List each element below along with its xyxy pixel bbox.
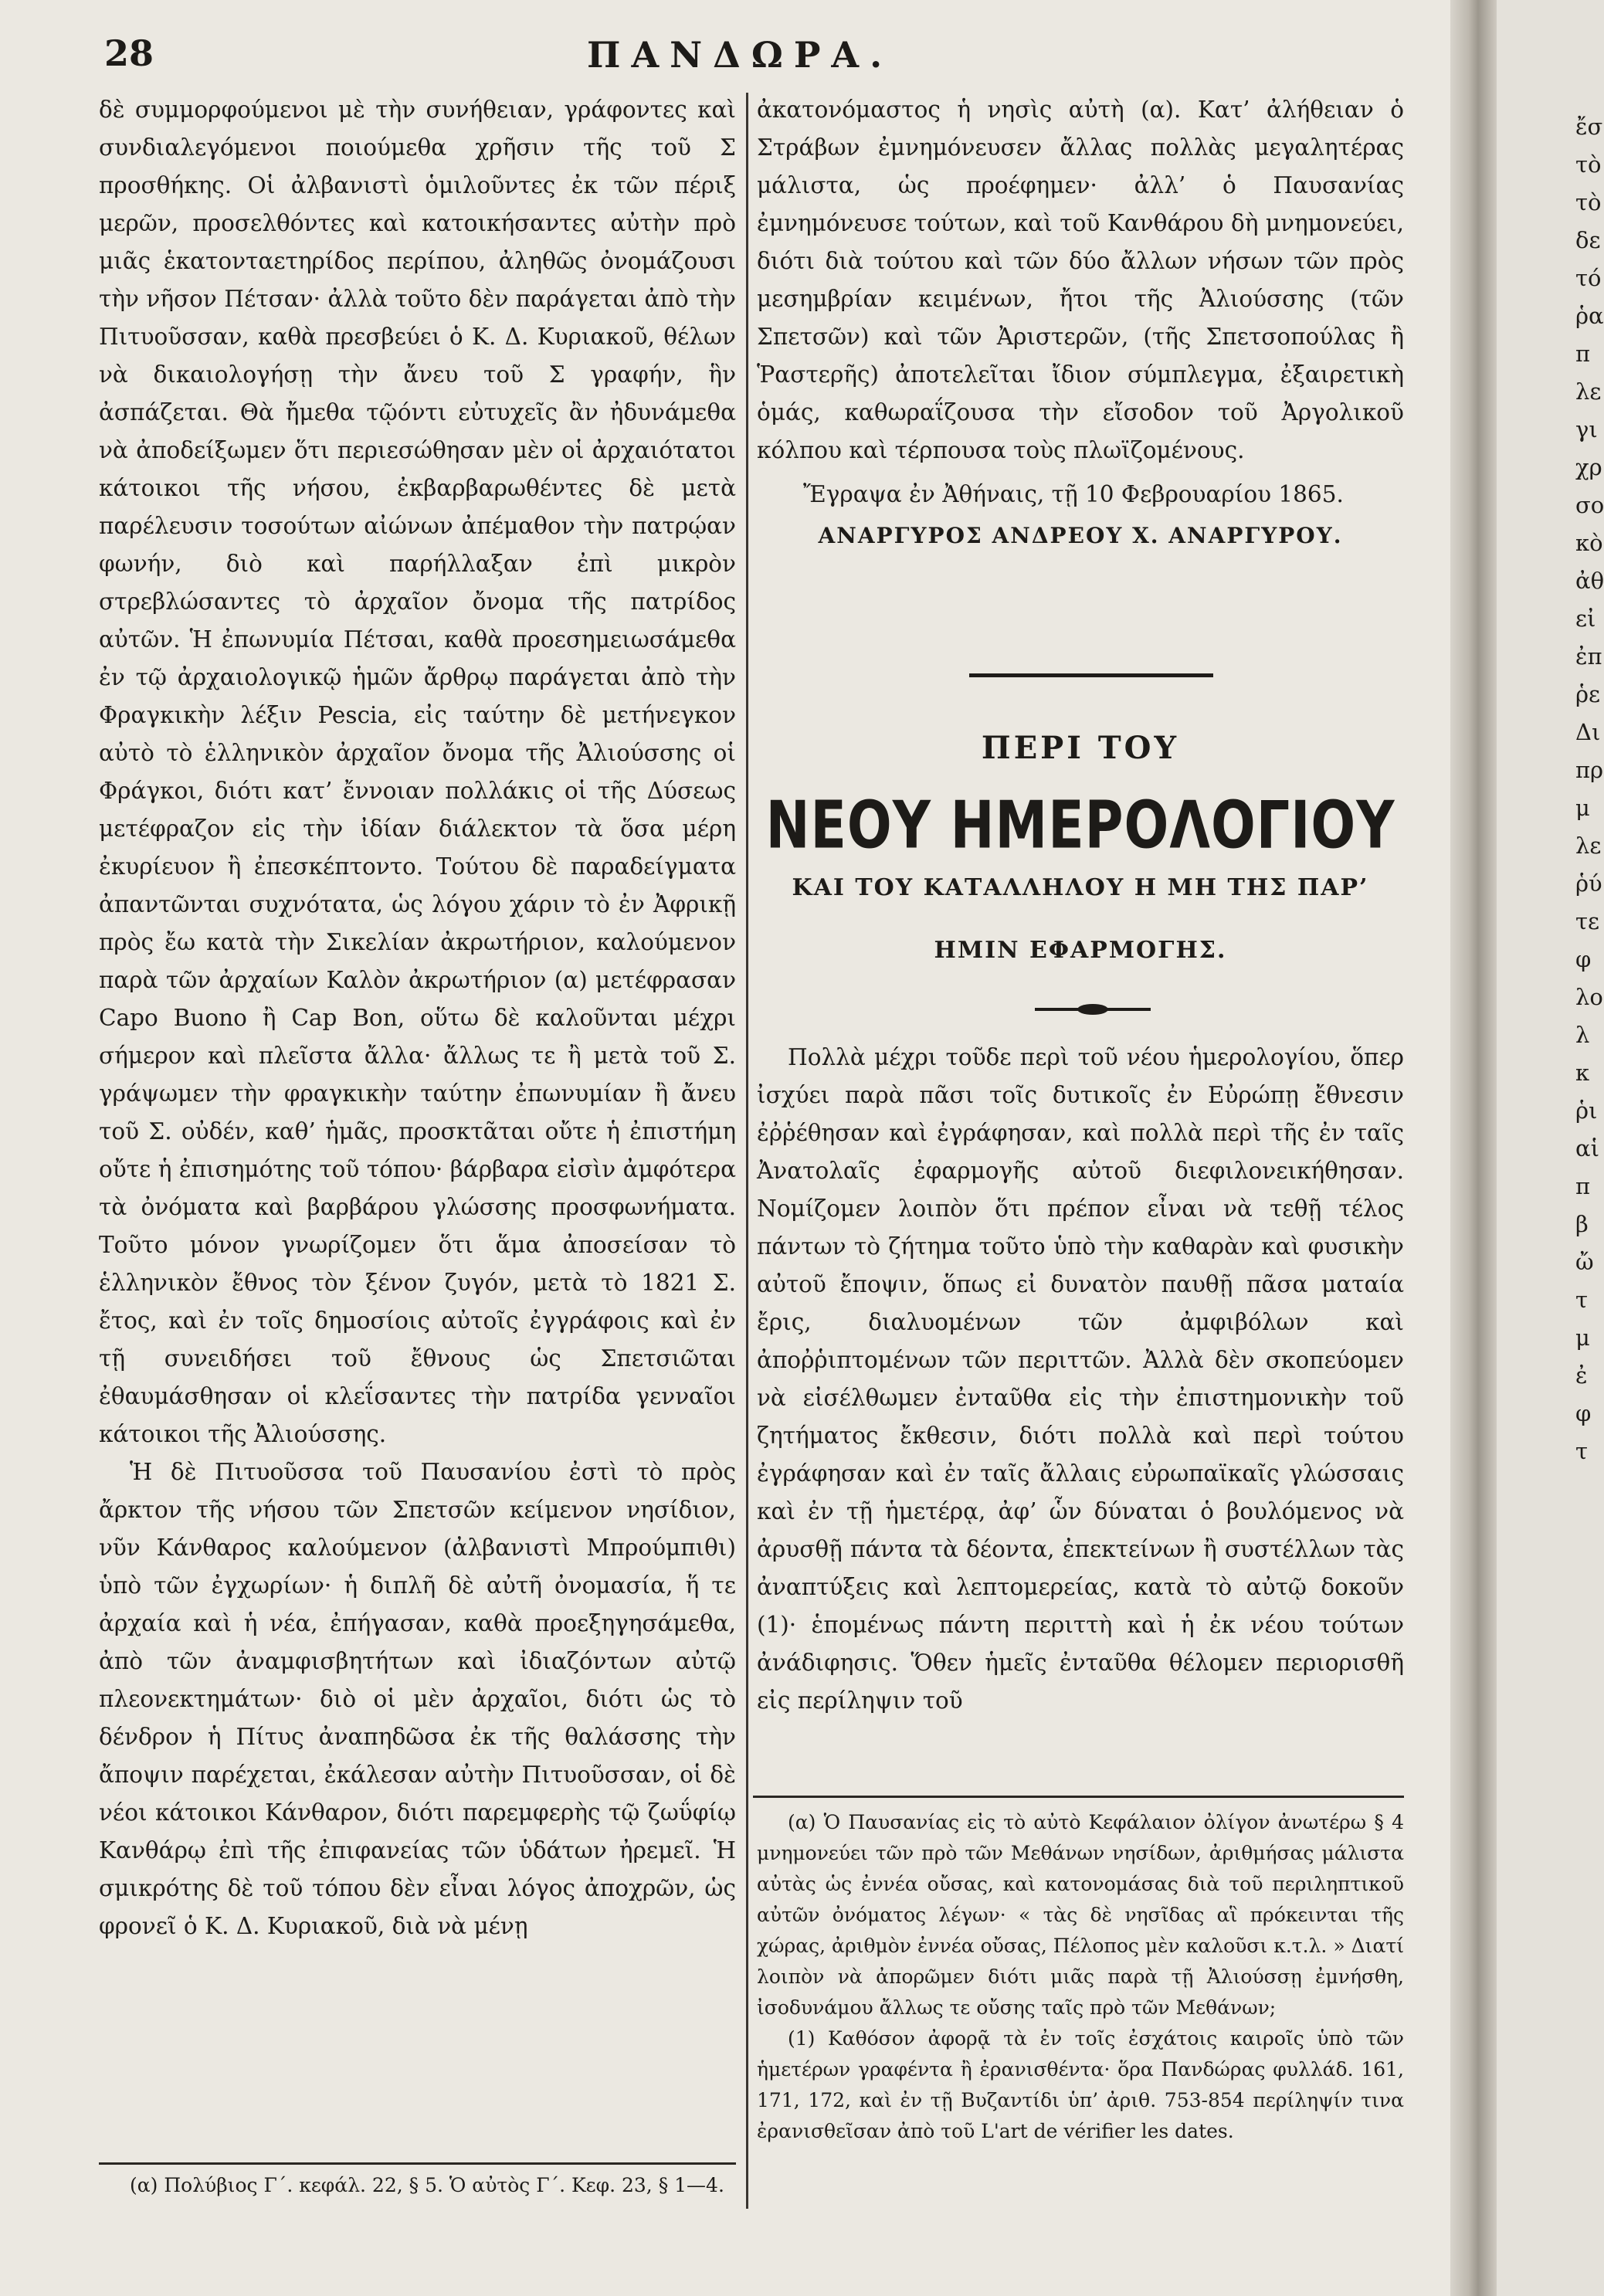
section-separator-rule (969, 673, 1213, 677)
column-left (99, 91, 736, 1945)
article-body: Πολλὰ μέχρι τοῦδε περὶ τοῦ νέου ἡμερολογίου, ὅπερ ἰσχύει παρὰ πᾶσι τοῖς δυτικοῖς ἐν Εὐρώπῃ ἔθνεσιν ἐῤῥέθησαν καὶ ἐγράφησαν, καὶ πολλὰ περὶ τῆς ἐν ταῖς Ἀνατολαῖς ἐφαρμογῆς αὐτοῦ διεφιλονεικήθησαν. Νομίζομεν λοιπὸν ὅτι πρέπον εἶναι νὰ τεθῇ τέλος πάντων τὸ ζήτημα τοῦτο ὑπὸ τὴν καθαρὰν καὶ φυσικὴν αὐτοῦ ἔποψιν, ὅπως εἰ δυνατὸν παυθῇ πᾶσα ματαία ἔρις, διαλυομένων τῶν ἀμφιβόλων καὶ ἀποῤῥιπτομένων τῶν περιττῶν. Ἀλλὰ δὲν σκοπεύομεν νὰ εἰσέλθωμεν ἐνταῦθα εἰς τὴν ἐπιστημονικὴν τοῦ ζητήματος ἔκθεσιν, διότι πολλὰ καὶ περὶ τούτου ἐγράφησαν καὶ ἐν ταῖς ἄλλαις εὐρωπαϊκαῖς γλώσσαις καὶ ἐν τῇ ἡμετέρᾳ, ἀφ’ ὧν δύναται ὁ βουλόμενος νὰ ἀρυσθῇ πάντα τὰ δέοντα, ἐπεκτείνων ἢ συστέλλων τὰς ἀναπτύξεις καὶ λεπτομερείας, κατὰ τὸ αὐτῷ δοκοῦν (1)· ἑπομένως πάντη περιττὴ καὶ ἡ ἐκ νέου τούτων ἀνάδιφησις. Ὅθεν ἡμεῖς ἐνταῦθα θέλομεν περιορισθῆ εἰς περίληψιν τοῦ (757, 1044, 1404, 1714)
book-gutter (1450, 0, 1497, 2296)
left-footnote-rule (99, 2162, 736, 2165)
running-title: ΠΑΝΔΩΡΑ. (587, 34, 894, 76)
right-footnotes (757, 1807, 1404, 2147)
ornament-center (1077, 1004, 1108, 1015)
signature: ΑΝΑΡΓΥΡΟΣ ΑΝΔΡΕΟΥ Χ. ΑΝΑΡΓΥΡΟΥ. (818, 523, 1343, 548)
article-title-line-1: ΠΕΡΙ ΤΟΥ (981, 730, 1180, 766)
right-footnote-a: (α) Ὁ Παυσανίας εἰς τὸ αὐτὸ Κεφάλαιον ὀλίγον ἀνωτέρω § 4 μνημονεύει τῶν πρὸ τῶν Μεθάνων νησίδων, ἀριθμήσας μάλιστα αὐτὰς ὡς ἐννέα οὔσας, καὶ κατονομάσας διὰ τοῦ περιληπτικοῦ αὐτῶν ὀνόματος λέγων· « τὰς δὲ νησῖδας αἳ πρόκεινται τῆς χώρας, ἀριθμὸν ἐννέα οὔσας, Πέλοπος μὲν καλοῦσι κ.τ.λ. » Διατί λοιπὸν νὰ ἀπορῶμεν διότι μιᾶς παρὰ τῇ Ἀλιούσσῃ ἐμνήσθη, ἰσοδυνάμου ἄλλως τε οὔσης ταῖς πρὸ τῶν Μεθάνων; (757, 1811, 1404, 2019)
right-footnote-rule (753, 1796, 1404, 1798)
column-right-top (757, 91, 1404, 554)
article-subtitle-line-1: ΚΑΙ ΤΟΥ ΚΑΤΑΛΛΗΛΟΥ Η ΜΗ ΤΗΣ ΠΑΡ’ (792, 874, 1369, 901)
left-paragraph-1: δὲ συμμορφούμενοι μὲ τὴν συνήθειαν, γράφοντες καὶ συνδιαλεγόμενοι ποιούμεθα χρῆσιν τῆς τοῦ Σ προσθήκης. Οἱ ἀλβανιστὶ ὁμιλοῦντες ἐκ τῶν πέριξ μερῶν, προσελθόντες καὶ κατοικήσαντες αὐτὴν πρὸ μιᾶς ἑκατονταετηρίδος περίπου, ἀληθῶς ὀνομάζουσι τὴν νῆσον Πέτσαν· ἀλλὰ τοῦτο δὲν παράγεται ἀπὸ τὴν Πιτυοῦσσαν, καθὰ πρεσβεύει ὁ Κ. Δ. Κυριακοῦ, θέλων νὰ δικαιολογήσῃ τὴν ἄνευ τοῦ Σ γραφήν, ἣν ἀσπάζεται. Θὰ ἤμεθα τῷόντι εὐτυχεῖς ἂν ἠδυνάμεθα νὰ ἀποδείξωμεν ὅτι περιεσώθησαν μὲν οἱ ἀρχαιότατοι κάτοικοι τῆς νήσου, ἐκβαρβαρωθέντες δὲ μετὰ παρέλευσιν τοσούτων αἰώνων ἀπέμαθον τὴν πατρῴαν φωνήν, διὸ καὶ παρήλλαξαν ἐπὶ μικρὸν στρεβλώσαντες τὸ ἀρχαῖον ὄνομα τῆς πατρίδος αὐτῶν. Ἡ ἐπωνυμία Πέτσαι, καθὰ προεσημειωσάμεθα ἐν τῷ ἀρχαιολογικῷ ἡμῶν ἄρθρῳ παράγεται ἀπὸ τὴν Φραγκικὴν λέξιν Pescia, εἰς ταύτην δὲ μετήνεγκον αὐτὸ τὸ ἑλληνικὸν ἀρχαῖον ὄνομα τῆς Ἀλιούσσης οἱ Φράγκοι, διότι κατ’ ἔννοιαν πολλάκις οἱ τῆς Δύσεως μετέφραζον εἰς τὴν ἰδίαν διάλεκτον τὰ ὅσα μέρη ἐκυρίευον ἢ ἐπεσκέπτοντο. Τούτου δὲ παραδείγματα ἀπαντῶνται συχνότατα, ὡς λόγου χάριν τὸ ἐν Ἀφρικῇ πρὸς ἔω κατὰ τὴν Σικελίαν ἀκρωτήριον, καλούμενον παρὰ τῶν ἀρχαίων Καλὸν ἀκρωτήριον (α) μετέφρασαν Capo Buono ἢ Cap Bon, οὕτω δὲ καλοῦνται μέχρι σήμερον καὶ πλεῖστα ἄλλα· ἄλλως τε ἢ μετὰ τοῦ Σ. γράψωμεν τὴν φραγκικὴν ταύτην ἐπωνυμίαν ἢ ἄνευ τοῦ Σ. οὐδέν, καθ’ ἡμᾶς, προσκτᾶται οὔτε ἡ ἐπιστήμη οὔτε ἡ ἐπισημότης τοῦ τόπου· βάρβαρα εἰσὶν ἀμφότερα τὰ ὀνόματα καὶ βαρβάρου γλώσσης προσφωνήματα. Τοῦτο μόνον γνωρίζομεν ὅτι ἅμα ἀποσείσαν τὸ ἑλληνικὸν ἔθνος τὸν ξένον ζυγόν, μετὰ τὸ 1821 Σ. ἔτος, καὶ ἐν τοῖς δημοσίοις αὐτοῖς ἐγγράφοις καὶ ἐν τῇ συνειδήσει τοῦ ἔθνους ὡς Σπετσιῶται ἐθαυμάσθησαν οἱ κλεΐσαντες τὴν πατρίδα γενναῖοι κάτοικοι τῆς Ἀλιούσσης. (99, 97, 736, 1447)
page-number: 28 (104, 32, 154, 74)
dateline: Ἔγραψα ἐν Ἀθήναις, τῇ 10 Φεβρουαρίου 1865. (803, 481, 1344, 507)
article-subtitle-line-2: ΗΜΙΝ ΕΦΑΡΜΟΓΗΣ. (934, 937, 1227, 964)
left-footnote (99, 2170, 736, 2201)
article-title-main: ΝΕΟΥ ΗΜΕΡΟΛΟΓΙΟΥ (765, 788, 1395, 864)
right-paragraph-1: ἀκατονόμαστος ἡ νησὶς αὐτὴ (α). Κατ’ ἀλήθειαν ὁ Στράβων ἐμνημόνευσεν ἄλλας πολλὰς μεγαλητέρας μάλιστα, ὡς προέφημεν· ἀλλ’ ὁ Παυσανίας ἐμνημόνευσε τούτων, καὶ τοῦ Κανθάρου δὴ μνημονεύει, διότι διὰ τούτου καὶ τῶν δύο ἄλλων νήσων τῶν πρὸς μεσημβρίαν κειμένων, ἤτοι τῆς Ἀλιούσσης (τῶν Σπετσῶν) καὶ τῶν Ἀριστερῶν, (τῆς Σπετσοπούλας ἢ Ῥαστερῆς) ἀποτελεῖται ἴδιον σύμπλεγμα, ἐξαιρετικὴ ὁμάς, καθωραΐζουσα τὴν εἴσοδον τοῦ Ἀργολικοῦ κόλπου καὶ τέρπουσα τοὺς πλωϊζομένους. (757, 97, 1404, 463)
column-right-article (757, 1039, 1404, 1720)
next-page-edge-text: ἔσ τὸ τὸ δε τό ῥα π λε γι χρ σο κὸ ἀθ εἰ ἐπ ῥε Δι πρ μ λε ῥύ τε φ λο λ κ ῥι αἱ π β ὤ τ μ ἐ φ τ (1575, 114, 1604, 1464)
left-footnote-text: (α) Πολύβιος Γ΄. κεφάλ. 22, § 5. Ὁ αὐτὸς Γ΄. Κεφ. 23, § 1—4. (130, 2174, 724, 2196)
column-divider (746, 93, 748, 2209)
right-footnote-1: (1) Καθόσον ἀφορᾷ τὰ ἐν τοῖς ἐσχάτοις καιροῖς ὑπὸ τῶν ἡμετέρων γραφέντα ἢ ἐρανισθέντα· ὅρα Πανδώρας φυλλάδ. 161, 171, 172, καὶ ἐν τῇ Βυζαντίδι ὑπ’ ἀριθ. 753-854 περίληψίν τινα ἐρανισθεῖσαν ἀπὸ τοῦ L'art de vérifier les dates. (757, 2027, 1404, 2142)
left-paragraph-2: Ἡ δὲ Πιτυοῦσσα τοῦ Παυσανίου ἐστὶ τὸ πρὸς ἄρκτον τῆς νήσου τῶν Σπετσῶν κείμενον νησίδιον, νῦν Κάνθαρος καλούμενον (ἀλβανιστὶ Μπρούμπιθι) ὑπὸ τῶν ἐγχωρίων· ἡ διπλῆ δὲ αὐτῆ ὀνομασία, ἥ τε ἀρχαία καὶ ἡ νέα, ἐπήγασαν, καθὰ προεξηγησάμεθα, ἀπὸ τῶν ἀναμφισβητήτων καὶ ἰδιαζόντων αὐτῷ πλεονεκτημάτων· διὸ οἱ μὲν ἀρχαῖοι, διότι ὡς τὸ δένδρον ἡ Πίτυς ἀναπηδῶσα ἐκ τῆς θαλάσσης τὴν ἄποψιν παρέχεται, ἐκάλεσαν αὐτὴν Πιτυοῦσσαν, οἱ δὲ νέοι κάτοικοι Κάνθαρον, διότι παρεμφερὴς τῷ ζωΰφίῳ Κανθάρῳ ἐπὶ τῆς ἐπιφανείας τῶν ὑδάτων ἠρεμεῖ. Ἡ σμικρότης δὲ τοῦ τόπου δὲν εἶναι λόγος ἀποχρῶν, ὡς φρονεῖ ὁ Κ. Δ. Κυριακοῦ, διὰ νὰ μένῃ (99, 1459, 736, 1939)
